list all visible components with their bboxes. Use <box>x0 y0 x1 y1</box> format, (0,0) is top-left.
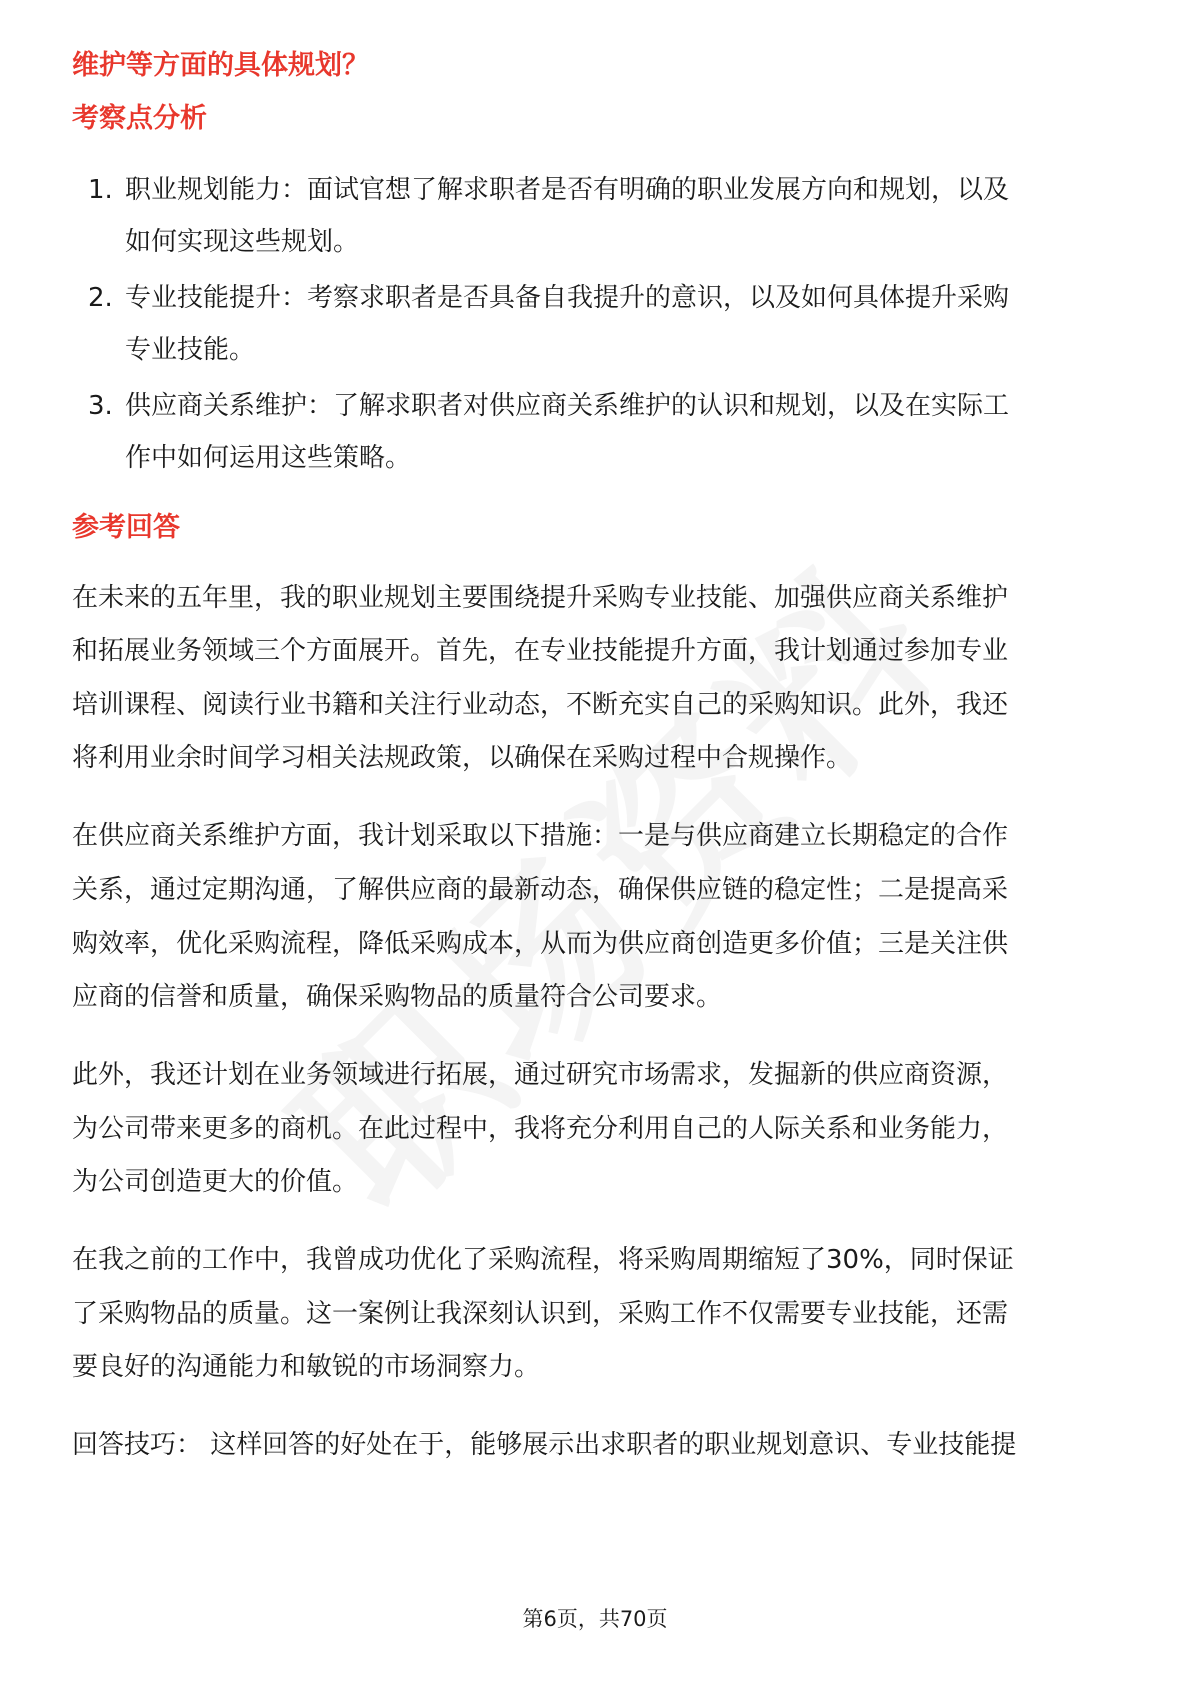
list-item-text: 供应商关系维护：了解求职者对供应商关系维护的认识和规划，以及在实际工 <box>125 391 1010 421</box>
section-heading-answer: 参考回答 <box>72 512 180 543</box>
paragraph-line: 回答技巧： 这样回答的好处在于，能够展示出求职者的职业规划意识、专业技能提 <box>72 1430 1017 1460</box>
paragraph-line: 在供应商关系维护方面，我计划采取以下措施：一是与供应商建立长期稳定的合作 <box>72 821 1009 851</box>
list-item-number: 3. <box>88 391 113 421</box>
list-item-text: 专业技能提升：考察求职者是否具备自我提升的意识，以及如何具体提升采购 <box>125 283 1010 313</box>
heading-continued-question: 维护等方面的具体规划？ <box>72 50 369 81</box>
list-item-text: 专业技能。 <box>125 335 256 365</box>
list-item-number: 2. <box>88 283 113 313</box>
paragraph-line: 了采购物品的质量。这一案例让我深刻认识到，采购工作不仅需要专业技能，还需 <box>72 1299 1009 1329</box>
paragraph-line: 和拓展业务领域三个方面展开。首先，在专业技能提升方面，我计划通过参加专业 <box>72 636 1009 666</box>
paragraph-line: 应商的信誉和质量，确保采购物品的质量符合公司要求。 <box>72 982 723 1012</box>
list-item-number: 1. <box>88 175 113 205</box>
paragraph-line: 此外，我还计划在业务领域进行拓展，通过研究市场需求，发掘新的供应商资源， <box>72 1060 1009 1090</box>
page-number-footer: 第6页，共70页 <box>522 1607 668 1631</box>
paragraph-line: 为公司带来更多的商机。在此过程中，我将充分利用自己的人际关系和业务能力， <box>72 1114 1009 1144</box>
paragraph-line: 关系，通过定期沟通，了解供应商的最新动态，确保供应链的稳定性；二是提高采 <box>72 875 1009 905</box>
paragraph-line: 将利用业余时间学习相关法规政策，以确保在采购过程中合规操作。 <box>72 743 853 773</box>
paragraph-line: 为公司创造更大的价值。 <box>72 1167 359 1197</box>
paragraph-line: 在我之前的工作中，我曾成功优化了采购流程，将采购周期缩短了30%，同时保证 <box>72 1245 1014 1275</box>
list-item-text: 职业规划能力：面试官想了解求职者是否有明确的职业发展方向和规划，以及 <box>125 175 1010 205</box>
paragraph-line: 培训课程、阅读行业书籍和关注行业动态，不断充实自己的采购知识。此外，我还 <box>72 690 1009 720</box>
section-heading-analysis: 考察点分析 <box>72 103 207 134</box>
paragraph-line: 在未来的五年里，我的职业规划主要围绕提升采购专业技能、加强供应商关系维护 <box>72 583 1009 613</box>
list-item-text: 作中如何运用这些策略。 <box>125 443 412 473</box>
list-item-text: 如何实现这些规划。 <box>125 227 360 257</box>
paragraph-line: 要良好的沟通能力和敏锐的市场洞察力。 <box>72 1352 541 1382</box>
paragraph-line: 购效率，优化采购流程，降低采购成本，从而为供应商创造更多价值；三是关注供 <box>72 929 1009 959</box>
